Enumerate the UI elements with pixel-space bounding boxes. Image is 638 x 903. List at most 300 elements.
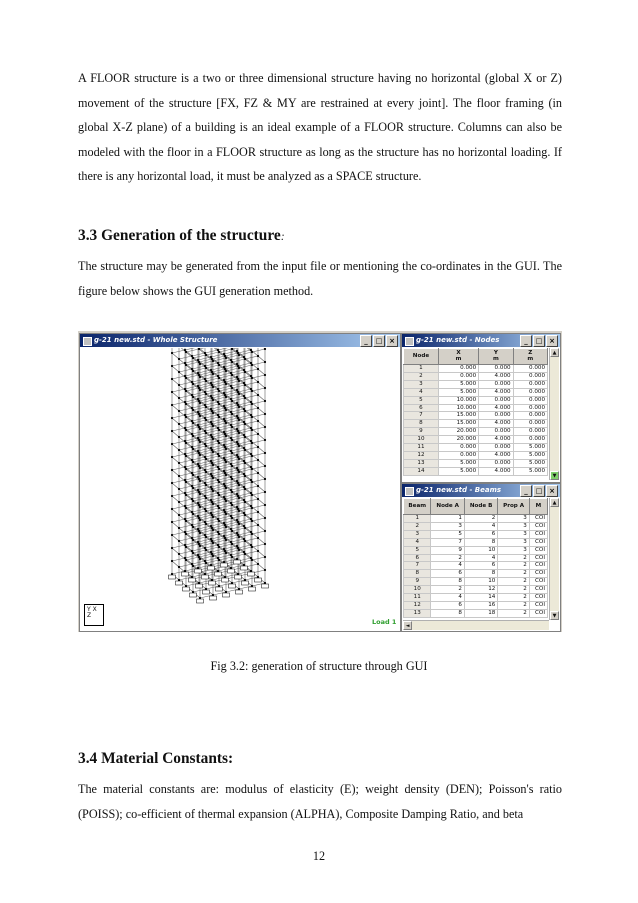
row-index-cell[interactable]: 1	[404, 515, 431, 523]
node-point[interactable]	[251, 559, 253, 561]
node-point[interactable]	[244, 553, 246, 555]
node-point[interactable]	[250, 492, 252, 494]
node-point[interactable]	[198, 348, 200, 350]
node-point[interactable]	[264, 543, 266, 545]
node-point[interactable]	[192, 422, 194, 424]
node-point[interactable]	[210, 408, 212, 410]
node-point[interactable]	[224, 407, 226, 409]
node-point[interactable]	[205, 510, 207, 512]
node-point[interactable]	[257, 563, 259, 565]
node-point[interactable]	[205, 523, 207, 525]
node-point[interactable]	[236, 493, 238, 495]
node-point[interactable]	[224, 498, 226, 500]
table-cell[interactable]: 6	[464, 530, 497, 538]
node-point[interactable]	[185, 546, 187, 548]
node-point[interactable]	[230, 437, 232, 439]
node-point[interactable]	[218, 416, 220, 418]
node-point[interactable]	[251, 520, 253, 522]
node-point[interactable]	[210, 434, 212, 436]
node-point[interactable]	[204, 495, 206, 497]
node-point[interactable]	[250, 401, 252, 403]
node-point[interactable]	[257, 550, 259, 552]
node-point[interactable]	[225, 357, 227, 359]
node-point[interactable]	[230, 554, 232, 556]
node-point[interactable]	[185, 390, 187, 392]
node-point[interactable]	[217, 453, 219, 455]
node-point[interactable]	[198, 517, 200, 519]
table-row[interactable]	[404, 578, 548, 586]
node-point[interactable]	[191, 381, 193, 383]
node-point[interactable]	[211, 488, 213, 490]
node-point[interactable]	[178, 475, 180, 477]
node-point[interactable]	[197, 411, 199, 413]
node-point[interactable]	[223, 509, 225, 511]
node-point[interactable]	[199, 454, 201, 456]
node-point[interactable]	[230, 398, 232, 400]
node-point[interactable]	[199, 428, 201, 430]
node-point[interactable]	[197, 398, 199, 400]
node-point[interactable]	[178, 436, 180, 438]
node-point[interactable]	[211, 462, 213, 464]
node-point[interactable]	[243, 356, 245, 358]
node-point[interactable]	[218, 494, 220, 496]
table-cell[interactable]: 6	[431, 570, 464, 578]
node-point[interactable]	[184, 479, 186, 481]
node-point[interactable]	[184, 388, 186, 390]
node-point[interactable]	[257, 511, 259, 513]
node-point[interactable]	[178, 397, 180, 399]
table-cell[interactable]: 4.000	[479, 372, 513, 380]
node-point[interactable]	[191, 563, 193, 565]
node-point[interactable]	[224, 381, 226, 383]
node-point[interactable]	[251, 442, 253, 444]
node-point[interactable]	[250, 505, 252, 507]
node-point[interactable]	[243, 382, 245, 384]
node-point[interactable]	[171, 417, 173, 419]
node-point[interactable]	[250, 388, 252, 390]
close-button[interactable]: ×	[386, 335, 398, 347]
node-point[interactable]	[212, 477, 214, 479]
node-point[interactable]	[250, 414, 252, 416]
table-cell[interactable]: 4.000	[479, 451, 513, 459]
node-point[interactable]	[205, 445, 207, 447]
node-point[interactable]	[185, 351, 187, 353]
node-point[interactable]	[211, 527, 213, 529]
node-point[interactable]	[244, 371, 246, 373]
node-point[interactable]	[199, 389, 201, 391]
column-header[interactable]: Y m	[479, 349, 513, 365]
table-row[interactable]	[404, 586, 548, 594]
node-point[interactable]	[217, 375, 219, 377]
whole-structure-titlebar[interactable]	[80, 334, 400, 347]
node-point[interactable]	[204, 534, 206, 536]
node-point[interactable]	[224, 433, 226, 435]
node-point[interactable]	[238, 510, 240, 512]
node-point[interactable]	[212, 542, 214, 544]
table-cell[interactable]: 20.000	[438, 428, 478, 436]
table-cell[interactable]: 2	[498, 562, 530, 570]
node-point[interactable]	[224, 420, 226, 422]
node-point[interactable]	[236, 415, 238, 417]
node-point[interactable]	[225, 448, 227, 450]
nodes-titlebar[interactable]	[402, 334, 560, 347]
node-point[interactable]	[230, 372, 232, 374]
table-cell[interactable]: 1	[431, 515, 464, 523]
table-cell[interactable]: 4	[464, 554, 497, 562]
node-point[interactable]	[257, 381, 259, 383]
table-row[interactable]	[404, 609, 548, 617]
node-point[interactable]	[250, 531, 252, 533]
table-cell[interactable]: 3	[498, 538, 530, 546]
node-point[interactable]	[257, 433, 259, 435]
node-point[interactable]	[238, 549, 240, 551]
node-point[interactable]	[237, 365, 239, 367]
node-point[interactable]	[223, 522, 225, 524]
node-point[interactable]	[237, 417, 239, 419]
column-header[interactable]: Z m	[513, 349, 547, 365]
node-point[interactable]	[218, 481, 220, 483]
node-point[interactable]	[223, 418, 225, 420]
node-point[interactable]	[251, 364, 253, 366]
node-point[interactable]	[264, 400, 266, 402]
column-header[interactable]: Prop A	[498, 499, 530, 515]
node-point[interactable]	[244, 449, 246, 451]
node-point[interactable]	[210, 369, 212, 371]
table-cell[interactable]: 4.000	[479, 467, 513, 475]
node-point[interactable]	[230, 424, 232, 426]
node-point[interactable]	[205, 536, 207, 538]
table-cell[interactable]: 5	[431, 530, 464, 538]
node-point[interactable]	[171, 521, 173, 523]
node-point[interactable]	[218, 520, 220, 522]
node-point[interactable]	[224, 355, 226, 357]
table-cell[interactable]: 2	[498, 586, 530, 594]
table-cell[interactable]: 2	[498, 594, 530, 602]
node-point[interactable]	[217, 427, 219, 429]
node-point[interactable]	[199, 493, 201, 495]
table-cell[interactable]: 0.000	[479, 412, 513, 420]
node-point[interactable]	[204, 469, 206, 471]
node-point[interactable]	[243, 447, 245, 449]
node-point[interactable]	[192, 474, 194, 476]
node-point[interactable]	[250, 362, 252, 364]
node-point[interactable]	[198, 543, 200, 545]
node-point[interactable]	[192, 526, 194, 528]
table-row[interactable]	[404, 380, 548, 388]
node-point[interactable]	[192, 487, 194, 489]
beams-titlebar[interactable]	[402, 484, 560, 497]
table-cell[interactable]: 0.000	[513, 436, 547, 444]
node-point[interactable]	[231, 530, 233, 532]
table-row[interactable]	[404, 396, 548, 404]
node-point[interactable]	[199, 363, 201, 365]
node-point[interactable]	[204, 547, 206, 549]
row-index-cell[interactable]: 10	[404, 436, 439, 444]
node-point[interactable]	[192, 409, 194, 411]
node-point[interactable]	[178, 488, 180, 490]
node-point[interactable]	[264, 374, 266, 376]
node-point[interactable]	[225, 383, 227, 385]
table-row[interactable]	[404, 444, 548, 452]
node-point[interactable]	[198, 465, 200, 467]
node-point[interactable]	[218, 442, 220, 444]
node-point[interactable]	[197, 359, 199, 361]
close-button[interactable]: ×	[546, 335, 558, 347]
node-point[interactable]	[218, 364, 220, 366]
table-cell[interactable]: 0.000	[513, 412, 547, 420]
table-cell[interactable]: COI	[529, 578, 547, 586]
node-point[interactable]	[218, 377, 220, 379]
node-point[interactable]	[212, 373, 214, 375]
scroll-down-icon[interactable]: ▼	[550, 471, 559, 480]
node-point[interactable]	[178, 371, 180, 373]
node-point[interactable]	[264, 491, 266, 493]
node-point[interactable]	[171, 508, 173, 510]
node-point[interactable]	[223, 535, 225, 537]
node-point[interactable]	[199, 376, 201, 378]
node-point[interactable]	[224, 537, 226, 539]
node-point[interactable]	[243, 421, 245, 423]
node-point[interactable]	[185, 507, 187, 509]
node-point[interactable]	[236, 532, 238, 534]
table-cell[interactable]: 3	[498, 546, 530, 554]
node-point[interactable]	[204, 560, 206, 562]
node-point[interactable]	[198, 400, 200, 402]
node-point[interactable]	[264, 452, 266, 454]
node-point[interactable]	[251, 507, 253, 509]
table-cell[interactable]: 4.000	[479, 420, 513, 428]
node-point[interactable]	[198, 491, 200, 493]
node-point[interactable]	[211, 553, 213, 555]
node-point[interactable]	[264, 387, 266, 389]
row-index-cell[interactable]: 5	[404, 546, 431, 554]
table-cell[interactable]: 4	[431, 594, 464, 602]
node-point[interactable]	[250, 466, 252, 468]
node-point[interactable]	[257, 407, 259, 409]
node-point[interactable]	[212, 490, 214, 492]
node-point[interactable]	[225, 422, 227, 424]
table-cell[interactable]: COI	[529, 522, 547, 530]
node-point[interactable]	[237, 469, 239, 471]
node-point[interactable]	[205, 562, 207, 564]
node-point[interactable]	[250, 557, 252, 559]
node-point[interactable]	[184, 440, 186, 442]
node-point[interactable]	[192, 448, 194, 450]
node-point[interactable]	[264, 556, 266, 558]
node-point[interactable]	[250, 479, 252, 481]
node-point[interactable]	[217, 518, 219, 520]
node-point[interactable]	[224, 459, 226, 461]
node-point[interactable]	[205, 380, 207, 382]
node-point[interactable]	[211, 436, 213, 438]
table-row[interactable]	[404, 388, 548, 396]
column-header[interactable]: Node A	[431, 499, 464, 515]
node-point[interactable]	[244, 540, 246, 542]
table-row[interactable]	[404, 546, 548, 554]
node-point[interactable]	[223, 405, 225, 407]
node-point[interactable]	[192, 461, 194, 463]
node-point[interactable]	[185, 403, 187, 405]
node-point[interactable]	[178, 423, 180, 425]
node-point[interactable]	[238, 419, 240, 421]
node-point[interactable]	[178, 514, 180, 516]
node-point[interactable]	[178, 527, 180, 529]
node-point[interactable]	[244, 358, 246, 360]
node-point[interactable]	[231, 400, 233, 402]
table-cell[interactable]: COI	[529, 562, 547, 570]
node-point[interactable]	[198, 439, 200, 441]
table-cell[interactable]: 10	[464, 546, 497, 554]
table-cell[interactable]: 3	[498, 522, 530, 530]
node-point[interactable]	[264, 348, 266, 350]
node-point[interactable]	[199, 532, 201, 534]
node-point[interactable]	[185, 533, 187, 535]
table-cell[interactable]: 0.000	[438, 444, 478, 452]
node-point[interactable]	[205, 497, 207, 499]
table-row[interactable]	[404, 467, 548, 475]
maximize-button[interactable]: □	[533, 335, 545, 347]
node-point[interactable]	[236, 389, 238, 391]
table-cell[interactable]: 10.000	[438, 404, 478, 412]
node-point[interactable]	[223, 444, 225, 446]
node-point[interactable]	[204, 521, 206, 523]
node-point[interactable]	[212, 438, 214, 440]
node-point[interactable]	[251, 416, 253, 418]
row-index-cell[interactable]: 12	[404, 601, 431, 609]
table-cell[interactable]: 14	[464, 594, 497, 602]
node-point[interactable]	[199, 480, 201, 482]
node-point[interactable]	[264, 530, 266, 532]
node-point[interactable]	[237, 443, 239, 445]
table-cell[interactable]: 8	[464, 570, 497, 578]
node-point[interactable]	[210, 421, 212, 423]
node-point[interactable]	[197, 424, 199, 426]
structure-3d-view[interactable]	[80, 348, 398, 630]
node-point[interactable]	[236, 454, 238, 456]
node-point[interactable]	[192, 370, 194, 372]
node-point[interactable]	[204, 508, 206, 510]
node-point[interactable]	[244, 462, 246, 464]
table-cell[interactable]: 3	[431, 522, 464, 530]
table-row[interactable]	[404, 365, 548, 373]
node-point[interactable]	[251, 390, 253, 392]
node-point[interactable]	[237, 404, 239, 406]
node-point[interactable]	[205, 419, 207, 421]
node-point[interactable]	[185, 455, 187, 457]
node-point[interactable]	[217, 440, 219, 442]
node-point[interactable]	[257, 498, 259, 500]
table-cell[interactable]: 15.000	[438, 412, 478, 420]
table-cell[interactable]: 10.000	[438, 396, 478, 404]
node-point[interactable]	[257, 394, 259, 396]
node-point[interactable]	[204, 430, 206, 432]
node-point[interactable]	[238, 484, 240, 486]
node-point[interactable]	[243, 486, 245, 488]
node-point[interactable]	[197, 476, 199, 478]
table-cell[interactable]: 4	[464, 522, 497, 530]
node-point[interactable]	[205, 484, 207, 486]
node-point[interactable]	[230, 528, 232, 530]
node-point[interactable]	[236, 545, 238, 547]
row-index-cell[interactable]: 1	[404, 365, 439, 373]
node-point[interactable]	[178, 540, 180, 542]
node-point[interactable]	[231, 452, 233, 454]
table-cell[interactable]: 0.000	[479, 365, 513, 373]
node-point[interactable]	[217, 492, 219, 494]
node-point[interactable]	[198, 478, 200, 480]
table-row[interactable]	[404, 372, 548, 380]
node-point[interactable]	[231, 491, 233, 493]
node-point[interactable]	[250, 349, 252, 351]
node-point[interactable]	[192, 435, 194, 437]
node-point[interactable]	[230, 385, 232, 387]
table-cell[interactable]: 4	[431, 562, 464, 570]
table-cell[interactable]: 6	[464, 562, 497, 570]
node-point[interactable]	[205, 432, 207, 434]
node-point[interactable]	[237, 378, 239, 380]
node-point[interactable]	[238, 536, 240, 538]
node-point[interactable]	[238, 432, 240, 434]
node-point[interactable]	[243, 499, 245, 501]
minimize-button[interactable]: _	[360, 335, 372, 347]
table-cell[interactable]: 0.000	[513, 420, 547, 428]
table-cell[interactable]: 2	[431, 586, 464, 594]
node-point[interactable]	[205, 471, 207, 473]
node-point[interactable]	[244, 397, 246, 399]
node-point[interactable]	[184, 492, 186, 494]
node-point[interactable]	[191, 433, 193, 435]
node-point[interactable]	[199, 441, 201, 443]
node-point[interactable]	[250, 375, 252, 377]
scroll-up-icon[interactable]: ▲	[550, 498, 559, 507]
node-point[interactable]	[225, 409, 227, 411]
node-point[interactable]	[237, 391, 239, 393]
table-cell[interactable]: 0.000	[513, 428, 547, 436]
node-point[interactable]	[225, 435, 227, 437]
node-point[interactable]	[231, 517, 233, 519]
maximize-button[interactable]: □	[373, 335, 385, 347]
node-point[interactable]	[211, 423, 213, 425]
node-point[interactable]	[238, 523, 240, 525]
node-point[interactable]	[231, 374, 233, 376]
node-point[interactable]	[223, 366, 225, 368]
node-point[interactable]	[185, 442, 187, 444]
node-point[interactable]	[238, 471, 240, 473]
node-point[interactable]	[210, 460, 212, 462]
node-point[interactable]	[185, 520, 187, 522]
node-point[interactable]	[251, 403, 253, 405]
node-point[interactable]	[198, 452, 200, 454]
node-point[interactable]	[244, 488, 246, 490]
node-point[interactable]	[224, 472, 226, 474]
node-point[interactable]	[178, 384, 180, 386]
node-point[interactable]	[171, 482, 173, 484]
node-point[interactable]	[243, 551, 245, 553]
node-point[interactable]	[217, 466, 219, 468]
scroll-left-icon[interactable]: ◄	[403, 621, 412, 630]
table-cell[interactable]: 5.000	[438, 388, 478, 396]
node-point[interactable]	[218, 351, 220, 353]
beams-hscrollbar[interactable]	[403, 620, 549, 630]
node-point[interactable]	[204, 365, 206, 367]
node-point[interactable]	[198, 374, 200, 376]
node-point[interactable]	[231, 361, 233, 363]
node-point[interactable]	[171, 365, 173, 367]
table-cell[interactable]: 16	[464, 601, 497, 609]
node-point[interactable]	[191, 459, 193, 461]
node-point[interactable]	[251, 494, 253, 496]
node-point[interactable]	[237, 352, 239, 354]
